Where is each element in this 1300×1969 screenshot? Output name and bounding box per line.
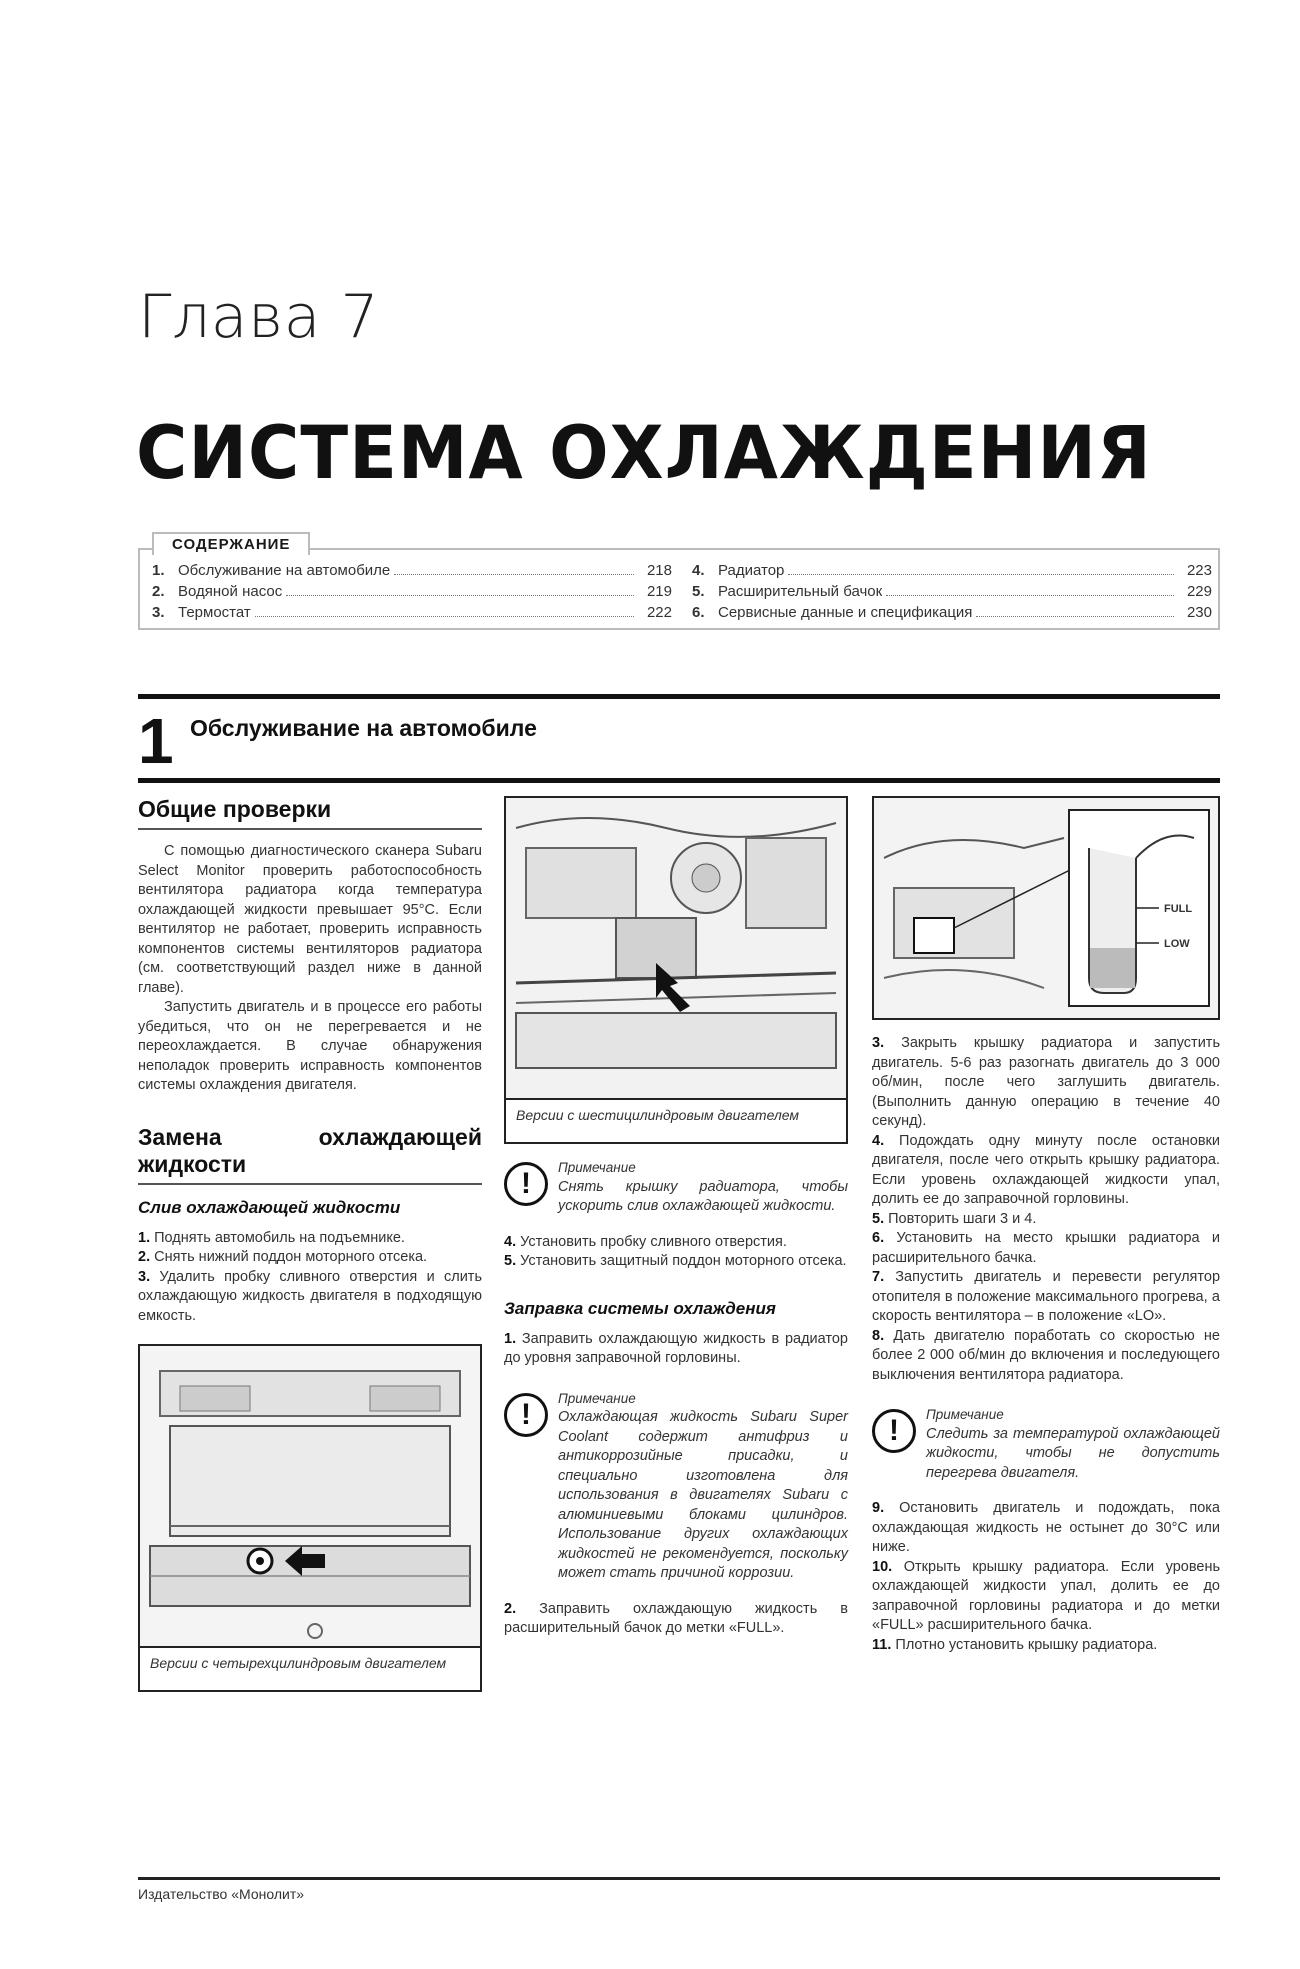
figure-image (140, 1346, 480, 1646)
step: 9. Остановить двигатель и подождать, пока охлаждающая жидкость не остынет до 30°С или ниже. (872, 1500, 1220, 1555)
note (504, 1158, 848, 1217)
figure-caption: Версии с шестицилиндровым двигателем (506, 1098, 846, 1142)
paragraph: Запустить двигатель и в процессе его работы убедиться, что он не перегревается и не переохлаждается. В случае обнаружения неполадок проверить исправность компонентов системы охлаждения двигателя. (138, 999, 482, 1093)
section-title: Обслуживание на автомобиле (190, 715, 537, 741)
drain-heading: Слив охлаждающей жидкости (138, 1197, 401, 1217)
note-text: Охлаждающая жидкость Subaru Super Coolant содержит антифриз и антикоррозийные присадки, и специально изготовлена для использования в двигателях Subaru с алюминиевыми блоками цилиндров. Использование других охлаждающих жидкостей не рекомендуется, поскольку может стать причиной коррозии. (558, 1409, 848, 1581)
figure-caption: Версии с четырехцилиндровым двигателем (140, 1646, 480, 1690)
warning-icon: ! (504, 1162, 548, 1206)
toc-heading: СОДЕРЖАНИЕ (152, 532, 310, 555)
low-mark-label: LOW (1164, 938, 1190, 950)
general-checks-heading: Общие проверки (138, 796, 482, 830)
warning-icon: ! (504, 1393, 548, 1437)
publisher-footer: Издательство «Монолит» (138, 1886, 305, 1902)
toc-item[interactable]: 2. Водяной насос 219 (152, 583, 672, 600)
warning-icon: ! (872, 1409, 916, 1453)
step: 7. Запустить двигатель и перевести регулятор отопителя в положение максимального прогрева, а скорость вентилятора – в положение «LO». (872, 1269, 1221, 1324)
footer-rule (138, 1877, 1220, 1880)
chapter-title: СИСТЕМА ОХЛАЖДЕНИЯ (136, 409, 1152, 497)
figure-image (874, 798, 1218, 1018)
column-3 (872, 796, 1220, 1655)
full-mark-label: FULL (1164, 903, 1193, 915)
note (504, 1389, 848, 1584)
step: 8. Дать двигателю поработать со скоростью не более 2 000 об/мин до включения и последующего выключения вентилятора радиатора. (872, 1327, 1220, 1383)
paragraph: С помощью диагностического сканера Subaru Select Monitor проверить работоспособность вентилятора радиатора когда температура охлаждающей жидкости превышает 95°С. Если вентилятор не работает, проверить исправность компонентов системы вентиляторов радиатора (см. соответствующий раздел ниже в данной главе). (138, 843, 482, 996)
step: 3. Удалить пробку сливного отверстия и слить охлаждающую жидкость двигателя в подходящую емкость. (138, 1268, 482, 1324)
toc-item[interactable]: 3. Термостат 222 (152, 604, 672, 621)
step: 2. Снять нижний поддон моторного отсека. (138, 1249, 428, 1265)
step: 5. Установить защитный поддон моторного отсека. (504, 1253, 847, 1269)
table-of-contents (138, 536, 1220, 630)
note-text: Снять крышку радиатора, чтобы ускорить слив охлаждающей жидкости. (558, 1178, 848, 1214)
section-rule-bottom (138, 778, 1220, 783)
note-heading: Примечание (558, 1390, 636, 1406)
step: 3. Закрыть крышку радиатора и запустить двигатель. 5-6 раз разогнать двигатель до 3 000 об/мин, после чего заглушить двигатель. (Выполнить данную операцию в течение 40 секунд). (872, 1035, 1220, 1129)
figure-drain-plug-6cyl (504, 796, 848, 1144)
step: 4. Установить пробку сливного отверстия. (504, 1233, 787, 1250)
figure-drain-plug-4cyl (138, 1344, 482, 1692)
note-heading: Примечание (558, 1160, 636, 1175)
step: 4. Подождать одну минуту после остановки двигателя, после чего открыть крышку радиатора. Если уровень охлаждающей жидкости упал, долить ее до заправочной горловины. (872, 1132, 1220, 1207)
section-number: 1 (138, 705, 174, 777)
step: 2. Заправить охлаждающую жидкость в расширительный бачок до метки «FULL». (504, 1600, 848, 1636)
section-rule-top (138, 694, 1220, 699)
figure-reservoir (872, 796, 1220, 1020)
fill-heading: Заправка системы охлаждения (504, 1298, 776, 1318)
toc-item[interactable]: 6. Сервисные данные и спецификация 230 (692, 604, 1212, 621)
undercarriage-illustration (140, 1346, 480, 1646)
engine-bay-illustration (506, 798, 846, 1098)
step: 11. Плотно установить крышку радиатора. (872, 1636, 1158, 1653)
step: 1. Заправить охлаждающую жидкость в радиатор до уровня заправочной горловины. (504, 1330, 849, 1366)
step: 6. Установить на место крышки радиатора и расширительного бачка. (872, 1230, 1220, 1266)
toc-item[interactable]: 4. Радиатор 223 (692, 562, 1212, 579)
chapter-label: Глава 7 (138, 282, 380, 352)
note-text: Следить за температурой охлаждающей жидкости, чтобы не допустить перегрева двигателя. (926, 1425, 1220, 1481)
toc-item[interactable]: 1. Обслуживание на автомобиле 218 (152, 562, 672, 579)
note-heading: Примечание (926, 1407, 1004, 1422)
figure-image (506, 798, 846, 1098)
step: 5. Повторить шаги 3 и 4. (872, 1210, 1037, 1227)
note (872, 1405, 1220, 1483)
column-2 (504, 796, 848, 1639)
toc-item[interactable]: 5. Расширительный бачок 229 (692, 583, 1212, 600)
step: 10. Открыть крышку радиатора. Если уровень охлаждающей жидкости упал, долить ее до заправочной горловины радиатора и до метки «FULL» расширительного бачка. (872, 1558, 1221, 1633)
coolant-replace-heading: Замена охлаждающей жидкости (138, 1124, 482, 1185)
column-1 (138, 796, 482, 1692)
step: 1. Поднять автомобиль на подъемнике. (138, 1229, 405, 1246)
